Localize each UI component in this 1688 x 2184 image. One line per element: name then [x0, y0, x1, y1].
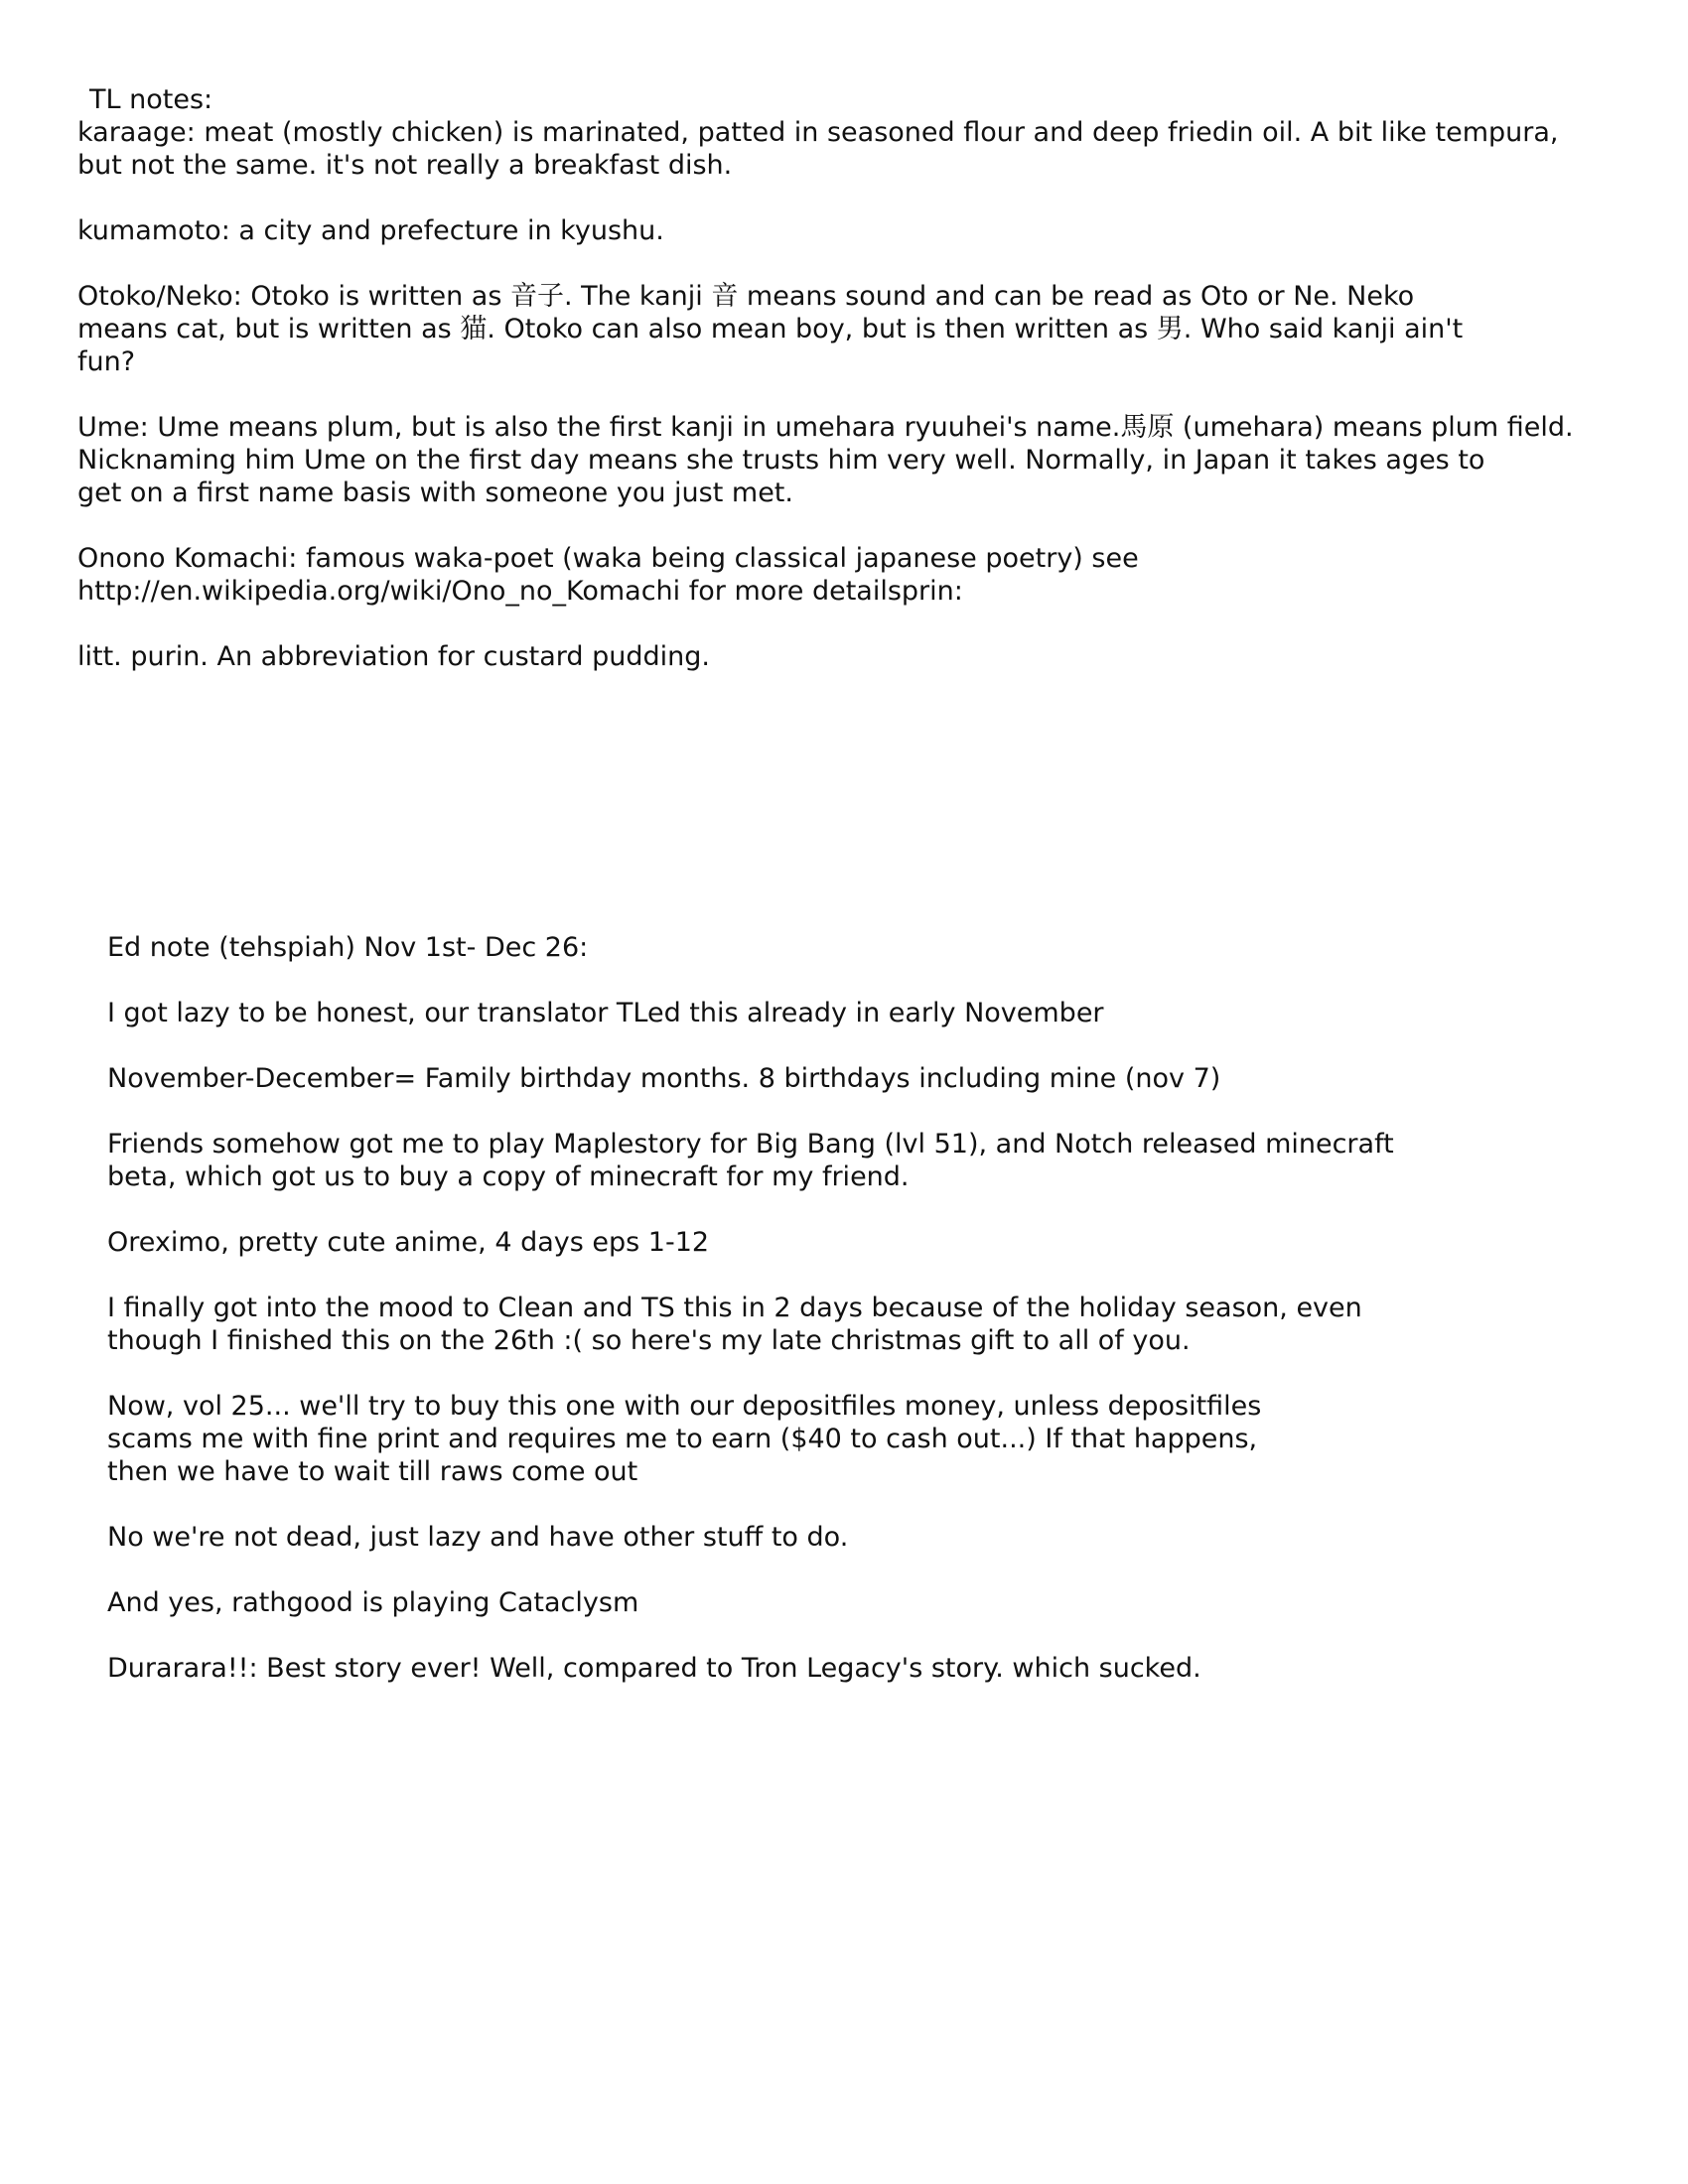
ed-note-line: I finally got into the mood to Clean and TS this in 2 days because of the holiday season, even [107, 1293, 1362, 1323]
note-line: get on a first name basis with someone you just met. [77, 478, 793, 508]
tl-notes-title: TL notes: [89, 84, 213, 115]
ed-note-line: scams me with fine print and requires me to earn ($40 to cash out...) If that happens, [107, 1424, 1258, 1454]
note-otoko-neko [77, 280, 1626, 378]
note-line: Onono Komachi: famous waka-poet (waka being classical japanese poetry) see [77, 543, 1139, 574]
tl-notes-section [77, 83, 1626, 706]
note-line: http://en.wikipedia.org/wiki/Ono_no_Komachi for more detailsprin: [77, 576, 963, 607]
ed-note-line: November-December= Family birthday months. 8 birthdays including mine (nov 7) [107, 1063, 1221, 1094]
ed-note-line: Friends somehow got me to play Maplestory for Big Bang (lvl 51), and Notch released minecraft [107, 1129, 1394, 1160]
ed-note-line: beta, which got us to buy a copy of minecraft for my friend. [107, 1161, 910, 1192]
note-line: fun? [77, 346, 136, 377]
note-ume [77, 411, 1626, 509]
ed-note-oreximo [107, 1226, 1497, 1259]
note-line: Ume: Ume means plum, but is also the first kanji in umehara ryuuhei's name.馬原 (umehara) means plum field. [77, 412, 1574, 443]
note-line: karaage: meat (mostly chicken) is marinated, patted in seasoned flour and deep friedin oil. A bit like tempura, [77, 117, 1559, 148]
note-line: kumamoto: a city and prefecture in kyushu. [77, 215, 664, 246]
ed-note-line: Oreximo, pretty cute anime, 4 days eps 1-12 [107, 1227, 710, 1258]
ed-notes-title: Ed note (tehspiah) Nov 1st- Dec 26: [107, 932, 589, 963]
note-karaage [77, 116, 1626, 182]
ed-note-not-dead [107, 1521, 1497, 1554]
ed-note-cataclysm [107, 1586, 1497, 1619]
ed-note-line: No we're not dead, just lazy and have other stuff to do. [107, 1522, 849, 1553]
ed-note-birthdays [107, 1062, 1497, 1095]
note-line: litt. purin. An abbreviation for custard pudding. [77, 641, 710, 672]
ed-note-vol25 [107, 1390, 1497, 1488]
note-line: but not the same. it's not really a breakfast dish. [77, 150, 733, 181]
ed-note-line: Durarara!!: Best story ever! Well, compared to Tron Legacy's story. which sucked. [107, 1653, 1201, 1684]
note-line: means cat, but is written as 猫. Otoko can also mean boy, but is then written as 男. Who said kanji ain't [77, 314, 1464, 344]
ed-note-line: Now, vol 25... we'll try to buy this one with our depositfiles money, unless depositfiles [107, 1391, 1262, 1422]
note-purin [77, 640, 1626, 673]
note-kumamoto [77, 214, 1626, 247]
ed-note-line: then we have to wait till raws come out [107, 1456, 638, 1487]
ed-note-maplestory [107, 1128, 1497, 1193]
ed-note-line: And yes, rathgood is playing Cataclysm [107, 1587, 639, 1618]
ed-note-line: I got lazy to be honest, our translator TLed this already in early November [107, 998, 1104, 1028]
note-line: Nicknaming him Ume on the first day means she trusts him very well. Normally, in Japan it takes ages to [77, 445, 1485, 476]
note-line: Otoko/Neko: Otoko is written as 音子. The kanji 音 means sound and can be read as Oto or Ne. Neko [77, 281, 1415, 312]
ed-note-line: though I finished this on the 26th :( so here's my late christmas gift to all of you. [107, 1325, 1191, 1356]
ed-note-lazy [107, 997, 1497, 1029]
ed-notes-section [107, 931, 1497, 1717]
note-onono-komachi [77, 542, 1626, 608]
ed-note-holiday [107, 1292, 1497, 1357]
ed-note-durarara [107, 1652, 1497, 1685]
